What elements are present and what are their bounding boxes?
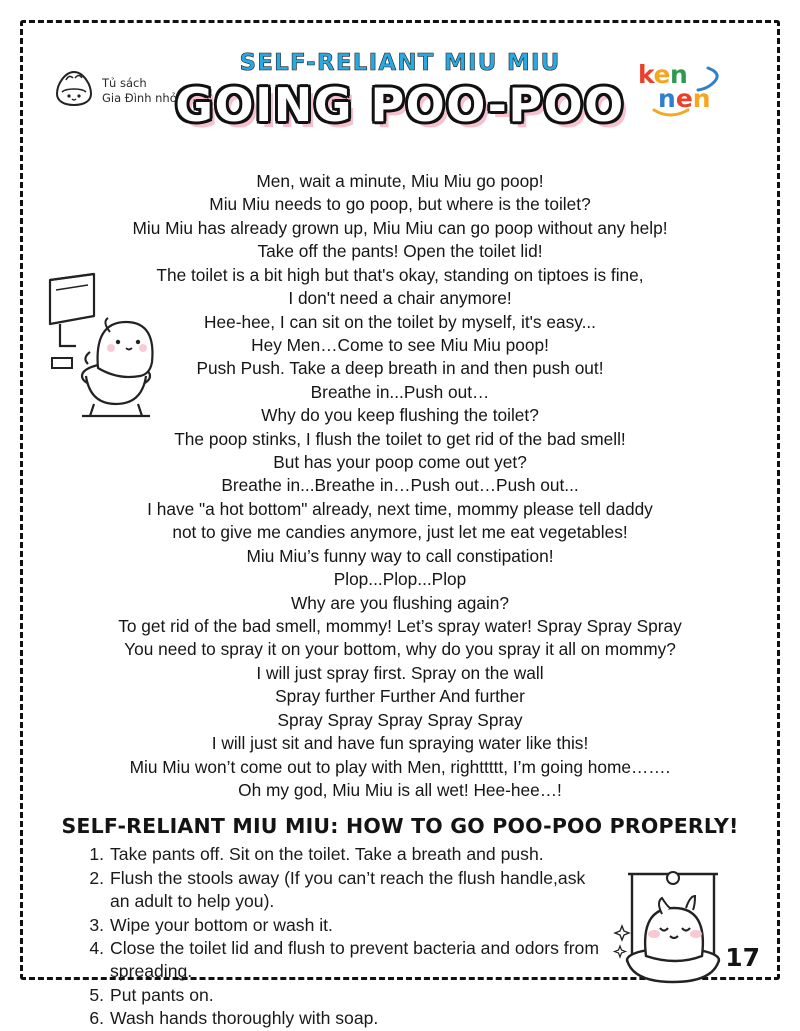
step-number: 2. [89, 867, 104, 888]
story-line: I have "a hot bottom" already, next time, mommy please tell daddy [147, 498, 653, 519]
story-line: Men, wait a minute, Miu Miu go poop! [256, 171, 544, 191]
story-line: Spray Spray Spray Spray Spray [277, 709, 523, 730]
story-line: Miu Miu won’t come out to play with Men, righttttt, I’m going home……. [129, 756, 671, 777]
publisher-line-2: Gia Đình nhỏ [102, 90, 177, 105]
page-content [22, 22, 778, 1029]
step-text: Wash hands thoroughly with soap. [110, 1008, 379, 1029]
story-line: You need to spray it on your bottom, why do you spray it all on mommy? [124, 639, 676, 660]
story-line: Why do you keep flushing the toilet? [261, 405, 539, 426]
story-line: Miu Miu has already grown up, Miu Miu can go poop without any help! [132, 217, 668, 238]
story-line: Hey Men…Come to see Miu Miu poop! [251, 334, 549, 355]
story-line: I will just spray first. Spray on the wall [256, 662, 544, 683]
character-in-bathtub-illustration [598, 852, 748, 997]
story-line: Breathe in...Breathe in…Push out…Push out... [221, 475, 579, 496]
story-line: Hee-hee, I can sit on the toilet by myself, it's easy... [204, 311, 596, 332]
howto-step-list [84, 843, 604, 1030]
list-item [84, 867, 604, 914]
rice-ball-character-icon [52, 68, 96, 113]
story-text [50, 170, 750, 802]
story-line: To get rid of the bad smell, mommy! Let’s spray water! Spray Spray Spray [118, 616, 682, 637]
kennen-logo-top: ken [638, 60, 688, 89]
story-line: Miu Miu’s funny way to call constipation! [246, 545, 554, 566]
list-item [84, 937, 604, 984]
story-line: Push Push. Take a deep breath in and then push out! [196, 358, 604, 379]
page-header [42, 50, 758, 162]
list-item [84, 1007, 604, 1030]
series-title: SELF-RELIANT MIU MIU [239, 50, 561, 76]
step-number: 3. [89, 914, 104, 935]
step-text: Close the toilet lid and flush to prevent bacteria and odors from spreading. [110, 937, 599, 982]
step-number: 1. [89, 844, 104, 865]
story-line: I don't need a chair anymore! [288, 288, 512, 309]
page-title: GOING POO-POO [175, 78, 625, 132]
step-text: Flush the stools away (If you can’t reach the flush handle,ask an adult to help you). [110, 867, 586, 912]
story-line: Spray further Further And further [275, 686, 525, 707]
step-text: Wipe your bottom or wash it. [110, 914, 333, 935]
list-item [84, 984, 604, 1007]
story-line: But has your poop come out yet? [273, 452, 527, 473]
kennen-logo-bottom: nen [658, 84, 711, 113]
list-item [84, 914, 604, 937]
story-line: The toilet is a bit high but that's okay, standing on tiptoes is fine, [156, 264, 644, 285]
howto-section [42, 814, 758, 1030]
howto-title: SELF-RELIANT MIU MIU: HOW TO GO POO-POO PROPERLY! [61, 814, 739, 839]
step-number: 6. [89, 1008, 104, 1029]
story-line: Breathe in...Push out… [310, 381, 490, 402]
kennen-logo [632, 58, 752, 120]
story-line: The poop stinks, I flush the toilet to get rid of the bad smell! [174, 428, 626, 449]
story-line: Plop...Plop...Plop [333, 569, 467, 590]
story-line: Take off the pants! Open the toilet lid! [257, 241, 543, 262]
step-number: 5. [89, 984, 104, 1005]
step-number: 4. [89, 937, 104, 958]
step-text: Take pants off. Sit on the toilet. Take a breath and push. [110, 844, 544, 865]
publisher-logo [52, 68, 177, 113]
story-line: not to give me candies anymore, just let me eat vegetables! [172, 522, 628, 543]
story-line: Why are you flushing again? [290, 592, 510, 613]
story-line: Oh my god, Miu Miu is all wet! Hee-hee…! [238, 779, 562, 800]
page-number: 17 [725, 943, 760, 972]
story-line: Miu Miu needs to go poop, but where is the toilet? [209, 194, 591, 215]
publisher-logo-text [102, 76, 177, 105]
publisher-line-1: Tủ sách [102, 76, 147, 91]
list-item [84, 843, 604, 866]
step-text: Put pants on. [110, 984, 214, 1005]
story-line: I will just sit and have fun spraying water like this! [211, 733, 589, 754]
